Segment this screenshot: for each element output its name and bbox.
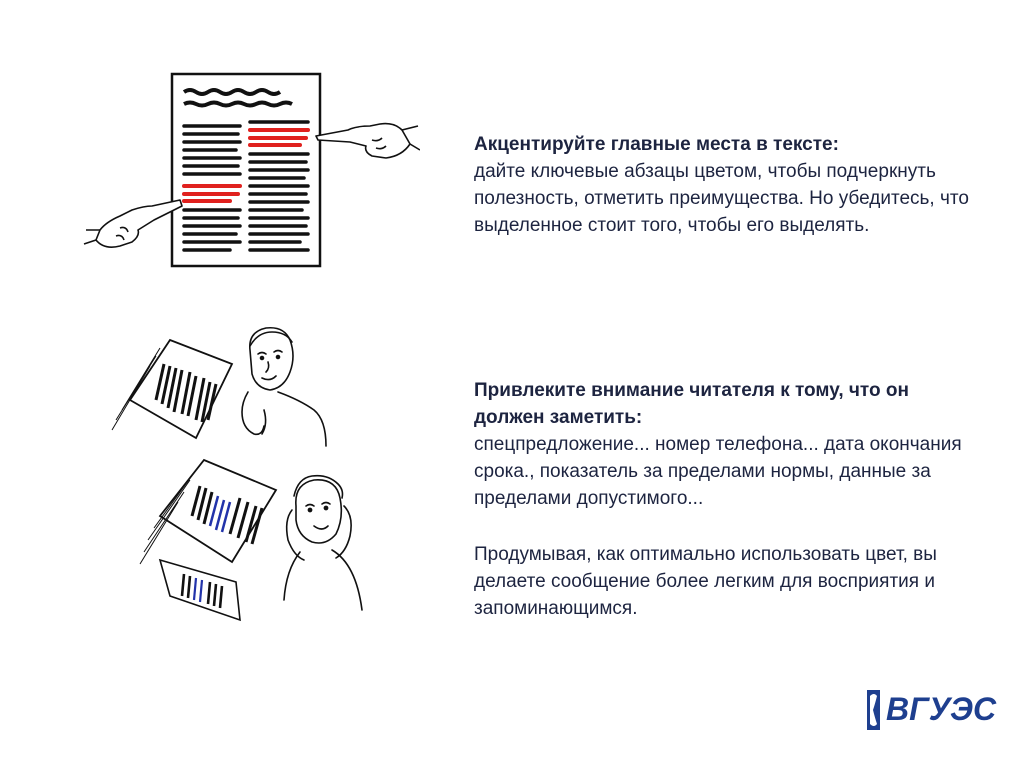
surprised-man	[284, 476, 362, 610]
logo-wordmark: ВГУЭС	[886, 691, 997, 727]
readers-with-newspapers-illustration	[100, 320, 400, 660]
university-logo	[864, 688, 997, 732]
body-draw-attention: спецпредложение... номер телефона... дата окончания срока., показатель за пределами нормы, данные за пределами допустимого...	[474, 434, 962, 509]
body-conclusion: Продумывая, как оптимально использовать цвет, вы делаете сообщение более легким для восприятия и запоминающимся.	[474, 544, 937, 619]
logo-emblem-icon	[864, 688, 884, 732]
left-pointing-hand	[84, 200, 182, 247]
body-highlight-key-places: дайте ключевые абзацы цветом, чтобы подчеркнуть полезность, отметить преимущества. Но убедитесь, что выделенное стоит того, чтобы его выделять.	[474, 161, 969, 236]
heading-highlight-key-places: Акцентируйте главные места в тексте:	[474, 134, 839, 155]
highlighted-document-illustration	[80, 60, 420, 280]
text-block-draw-attention	[474, 377, 974, 512]
text-block-conclusion	[474, 541, 974, 622]
right-pointing-hand	[316, 124, 420, 158]
lower-newspaper	[140, 460, 276, 620]
heading-draw-attention: Привлеките внимание читателя к тому, что он должен заметить:	[474, 380, 909, 428]
upper-newspaper	[112, 340, 232, 438]
worried-man	[242, 328, 326, 446]
text-block-highlight-key-places	[474, 131, 974, 239]
